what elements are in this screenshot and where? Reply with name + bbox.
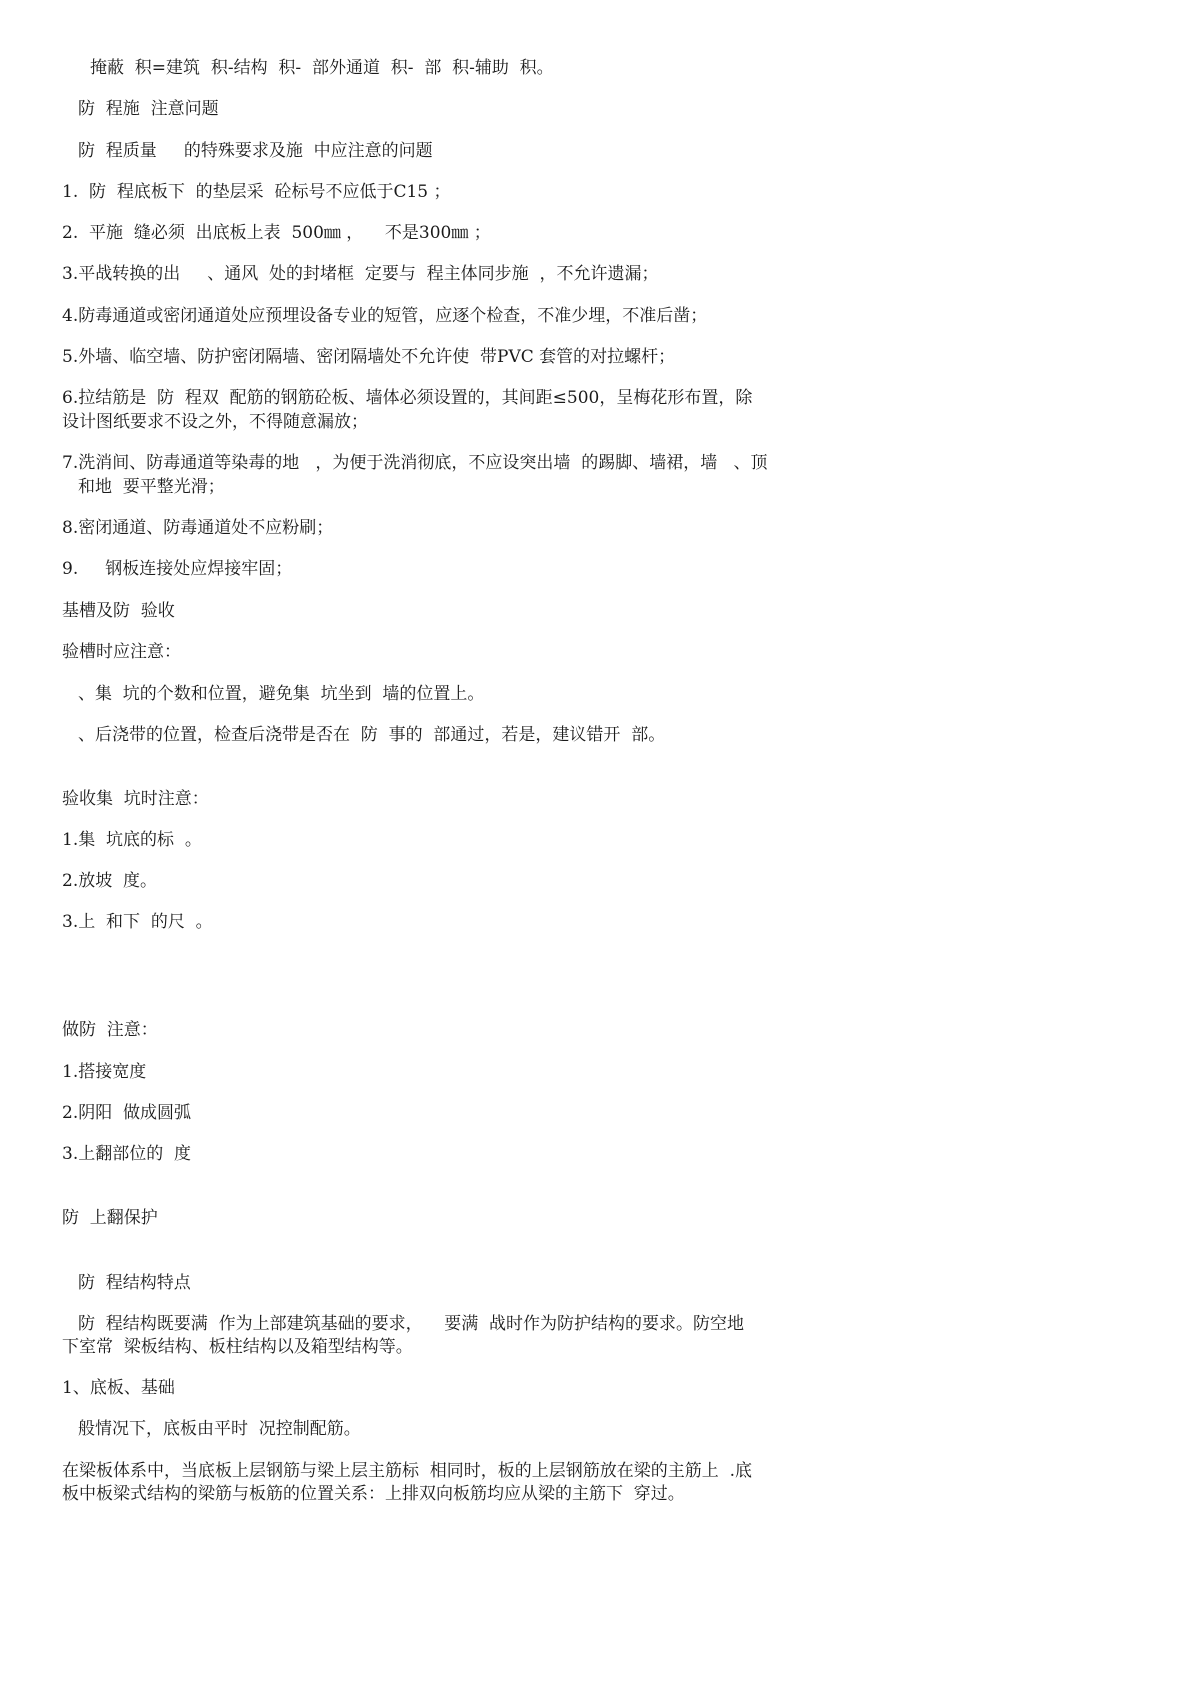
heading-sump-acceptance: 验收集 坑时注意： <box>62 789 209 809</box>
trench-note-1: 、集 坑的个数和位置，避免集 坑坐到 墙的位置上。 <box>78 684 485 704</box>
base-slab-paragraph: 般情况下，底板由平时 况控制配筋。 <box>78 1419 361 1439</box>
heading-foundation-acceptance: 基槽及防 验收 <box>62 601 175 621</box>
beam-slab-paragraph-line-1: 在梁板体系中，当底板上层钢筋与梁上层主筋标 相同时，板的上层钢筋放在梁的主筋上 .底 <box>62 1461 753 1481</box>
waterproofing-note-2: 2.阴阳 做成圆弧 <box>62 1103 192 1123</box>
structure-paragraph-line-1: 防 程结构既要满 作为上部建筑基础的要求， 要满 战时作为防护结构的要求。防空地 <box>78 1314 745 1334</box>
list-item-3: 3.平战转换的出 、通风 处的封堵框 定要与 程主体同步施 ，不允许遗漏； <box>62 264 659 284</box>
sump-note-1: 1.集 坑底的标 。 <box>62 830 202 850</box>
list-item-6-line-1: 6.拉结筋是 防 程双 配筋的钢筋砼板、墙体必须设置的，其间距≤500，呈梅花形布置，除 <box>62 388 753 408</box>
heading-trench-inspection: 验槽时应注意： <box>62 642 181 662</box>
list-item-4: 4.防毒通道或密闭通道处应预埋设备专业的短管，应逐个检查，不准少埋，不准后凿； <box>62 306 708 326</box>
list-item-9: 9. 钢板连接处应焊接牢固； <box>62 559 293 579</box>
waterproofing-note-3: 3.上翻部位的 度 <box>62 1144 192 1164</box>
heading-waterproofing-notes: 做防 注意： <box>62 1020 158 1040</box>
list-item-1: 1. 防 程底板下 的垫层采 砼标号不应低于C15 ； <box>62 182 451 202</box>
sump-note-2: 2.放坡 度。 <box>62 871 158 891</box>
waterproofing-note-1: 1.搭接宽度 <box>62 1062 147 1082</box>
paragraph-area-formula: 掩蔽 积=建筑 积-结构 积- 部外通道 积- 部 积-辅助 积。 <box>90 58 554 78</box>
heading-structure-features: 防 程结构特点 <box>78 1273 191 1293</box>
list-item-7-line-2: 和地 要平整光滑； <box>78 477 225 497</box>
beam-slab-paragraph-line-2: 板中板梁式结构的梁筋与板筋的位置关系：上排双向板筋均应从梁的主筋下 穿过。 <box>62 1484 685 1504</box>
heading-upturn-protection: 防 上翻保护 <box>62 1208 158 1228</box>
structure-paragraph-line-2: 下室常 梁板结构、板柱结构以及箱型结构等。 <box>62 1337 413 1357</box>
sump-note-3: 3.上 和下 的尺 。 <box>62 912 213 932</box>
list-item-2: 2. 平施 缝必须 出底板上表 500㎜ ， 不是300㎜ ； <box>62 223 491 243</box>
heading-construction-notes: 防 程施 注意问题 <box>78 99 219 119</box>
trench-note-2: 、后浇带的位置，检查后浇带是否在 防 事的 部通过，若是，建议错开 部。 <box>78 725 666 745</box>
heading-base-slab: 1、底板、基础 <box>62 1378 175 1398</box>
list-item-5: 5.外墙、临空墙、防护密闭隔墙、密闭隔墙处不允许使 带PVC 套管的对拉螺杆； <box>62 347 676 367</box>
heading-quality-requirements: 防 程质量 的特殊要求及施 中应注意的问题 <box>78 141 433 161</box>
list-item-6-line-2: 设计图纸要求不设之外，不得随意漏放； <box>62 412 368 432</box>
list-item-8: 8.密闭通道、防毒通道处不应粉刷； <box>62 518 334 538</box>
list-item-7-line-1: 7.洗消间、防毒通道等染毒的地 ，为便于洗消彻底，不应设突出墙 的踢脚、墙裙，墙 、顶 <box>62 453 768 473</box>
